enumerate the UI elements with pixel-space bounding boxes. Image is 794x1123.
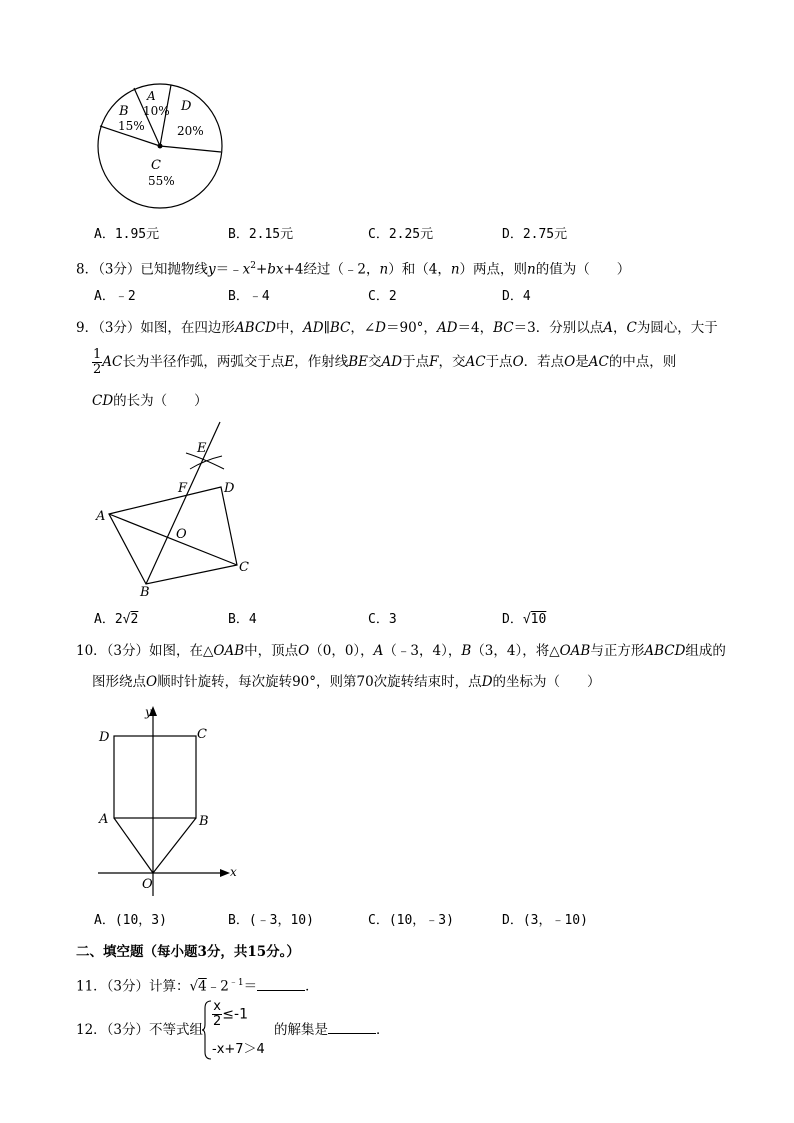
- q9-stem-line3: CD的长为（ ）: [92, 393, 208, 409]
- q12-fraction: $\frac{x}{2}$: [213, 999, 222, 1029]
- q10-label-o: O: [142, 877, 153, 892]
- q9-quadrilateral: [109, 487, 237, 584]
- q10-stem-line1: 10．（3分）如图，在△OAB中，顶点O（0，0），A（﹣3，4），B（3，4），将△OAB与正方形ABCD组成的: [76, 643, 726, 659]
- q10-seg-oa: [114, 818, 153, 873]
- q10-stem-line2: 图形绕点O顺时针旋转，每次旋转90°，则第70次旋转结束时，点D的坐标为（ ）: [92, 674, 601, 690]
- answer-blank[interactable]: [257, 978, 305, 991]
- pie-label-b: B: [119, 104, 129, 119]
- brace-icon: [202, 1000, 212, 1060]
- pie-line-right: [160, 146, 221, 152]
- q10-option-a[interactable]: A．(10，3): [94, 913, 167, 928]
- q11-stem: 11．（3分）计算：$√4﹣2^{﹣1}=$ ．: [76, 978, 319, 995]
- q12-row1: $\frac{x}{2}$ ≤-1: [213, 999, 248, 1029]
- section-heading: 二、填空题（每小题3分，共15分。）: [76, 944, 300, 960]
- sqrt-icon: √: [522, 612, 531, 627]
- answer-blank[interactable]: [328, 1021, 376, 1034]
- q9-figure: [90, 418, 260, 602]
- q8-option-d[interactable]: D．4: [502, 289, 531, 304]
- q10-seg-ob: [153, 818, 196, 873]
- pie-label-a: A: [147, 89, 156, 103]
- q9-option-b[interactable]: B．4: [228, 612, 257, 627]
- q9-option-d[interactable]: D．√10: [502, 612, 547, 627]
- pie-label-d: D: [181, 99, 192, 114]
- q10-option-b[interactable]: B．(﹣3，10): [228, 913, 314, 928]
- pie-label-c: C: [151, 158, 161, 173]
- q9-label-a: A: [96, 509, 106, 524]
- q10-label-x: x: [230, 865, 237, 879]
- q9-fraction: $\frac{1}{2}$: [93, 347, 102, 377]
- q7-option-a[interactable]: A．1.95元: [94, 227, 160, 242]
- q12-stem-suffix: 的解集是 ．: [274, 1022, 390, 1038]
- q10-label-c: C: [197, 727, 207, 742]
- pie-pct-b: 15%: [118, 119, 145, 133]
- q8-option-b[interactable]: B．﹣4: [228, 289, 270, 304]
- q9-label-c: C: [239, 560, 249, 575]
- q10-label-d: D: [99, 730, 110, 745]
- q8-option-a[interactable]: A．﹣2: [94, 289, 136, 304]
- sqrt-icon: √: [189, 978, 199, 995]
- q7-option-b[interactable]: B．2.15元: [228, 227, 294, 242]
- q10-label-b: B: [199, 814, 209, 829]
- q9-label-o: O: [176, 527, 187, 542]
- pie-pct-c: 55%: [148, 174, 175, 188]
- q10-option-d[interactable]: D．(3，﹣10): [502, 913, 588, 928]
- q7-option-d[interactable]: D．2.75元: [502, 227, 568, 242]
- q9-label-b: B: [140, 585, 150, 600]
- pie-pct-a: 10%: [143, 104, 170, 118]
- q10-figure: [90, 700, 250, 896]
- q9-option-a[interactable]: A．2√2: [94, 612, 139, 627]
- q10-option-c[interactable]: C．(10，﹣3): [368, 913, 454, 928]
- q12-row2: -x+7＞4: [212, 1042, 265, 1057]
- q9-option-c[interactable]: C．3: [368, 612, 397, 627]
- q10-label-y: y: [145, 705, 152, 719]
- q12-stem-prefix: 12．（3分）不等式组: [76, 1022, 204, 1038]
- pie-figure: [90, 78, 230, 214]
- pie-center: [158, 144, 163, 149]
- q9-stem-line1: 9．（3分）如图，在四边形ABCD中，AD∥BC，∠D＝90°，AD＝4，BC＝3．分别以点A，C为圆心，大于: [76, 320, 718, 336]
- q7-option-c[interactable]: C．2.25元: [368, 227, 434, 242]
- q8-option-c[interactable]: C．2: [368, 289, 397, 304]
- pie-pct-d: 20%: [177, 124, 204, 138]
- q10-square: [114, 736, 196, 818]
- q9-diagonal-ac: [109, 514, 237, 565]
- q10-label-a: A: [99, 812, 109, 827]
- arrow-right-icon: [220, 869, 230, 877]
- q9-label-f: F: [178, 481, 188, 496]
- q9-stem-line2: $\frac{1}{2}$ AC长为半径作弧，两弧交于点E，作射线BE交AD于点F，交AC于点O．若点O是AC的中点，则: [93, 347, 677, 377]
- q8-stem: 8．（3分）已知抛物线$y=﹣x^2+bx+4$经过（﹣2，n）和（4，n）两点，则n的值为（ ）: [76, 261, 631, 278]
- q9-arc-2: [190, 456, 222, 469]
- q9-label-e: E: [197, 441, 207, 456]
- sqrt-icon: √: [122, 612, 131, 627]
- q9-label-d: D: [224, 481, 235, 496]
